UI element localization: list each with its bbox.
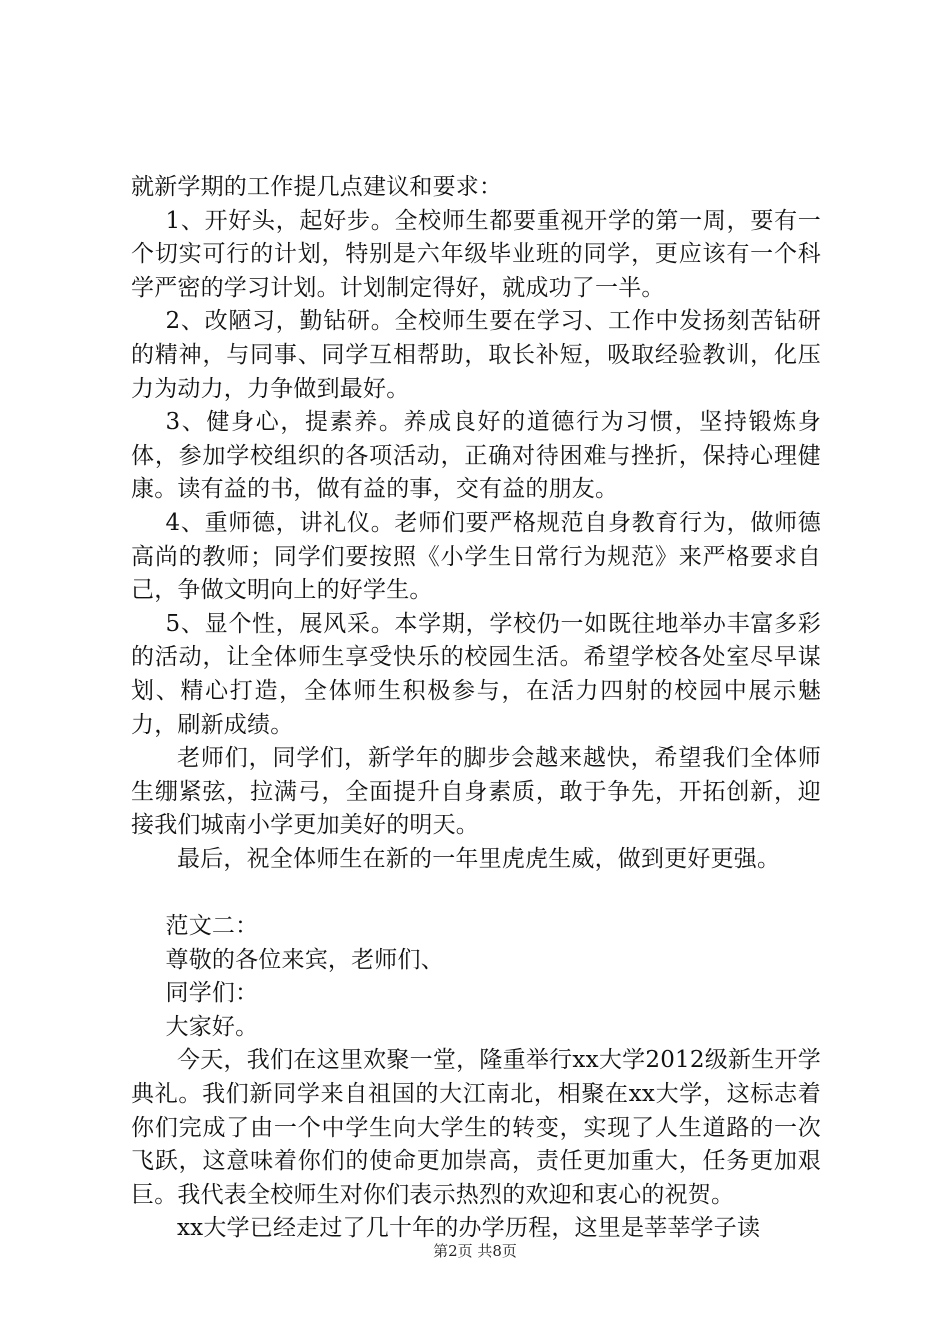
paragraph-gap — [131, 876, 821, 910]
paragraph-intro: 就新学期的工作提几点建议和要求： — [131, 174, 503, 200]
paragraph-point-1: 1、开好头，起好步。全校师生都要重视开学的第一周，要有一个切实可行的计划，特别是六年级毕业班的同学，更应该有一个科学严密的学习计划。计划制定得好，就成功了一半。 — [131, 207, 821, 301]
paragraph-point-4: 4、重师德，讲礼仪。老师们要严格规范自身教育行为，做师德高尚的教师；同学们要按照《小学生日常行为规范》来严格要求自己，争做文明向上的好学生。 — [131, 509, 821, 604]
greeting: 大家好。 — [165, 1013, 259, 1040]
salutation-guests: 尊敬的各位来宾，老师们、 — [165, 946, 444, 973]
page-number-footer: 第2页 共8页 — [433, 1242, 517, 1260]
paragraph-point-5: 5、显个性，展风采。本学期，学校仍一如既往地举办丰富多彩的活动，让全体师生享受快乐的校园生活。希望学校各处室尽早谋划、精心打造，全体师生积极参与，在活力四射的校园中展示魅力，刷新成绩。 — [131, 610, 821, 738]
paragraph-point-2: 2、改陋习，勤钻研。全校师生要在学习、工作中发扬刻苦钻研的精神，与同事、同学互相帮助，取长补短，吸取经验教训，化压力为动力，力争做到最好。 — [131, 308, 821, 402]
paragraph-university-history: xx大学已经走过了几十年的办学历程，这里是莘莘学子读 — [177, 1215, 761, 1242]
paragraph-point-3: 3、健身心，提素养。养成良好的道德行为习惯，坚持锻炼身体，参加学校组织的各项活动，正确对待困难与挫折，保持心理健康。读有益的书，做有益的事，交有益的朋友。 — [131, 409, 821, 503]
paragraph-ceremony: 今天，我们在这里欢聚一堂，隆重举行xx大学2012级新生开学典礼。我们新同学来自祖国的大江南北，相聚在xx大学，这标志着你们完成了由一个中学生向大学生的转变，实现了人生道路的一次飞跃，这意味着你们的使命更加崇高，责任更加重大，任务更加艰巨。我代表全校师生对你们表示热烈的欢迎和衷心的祝贺。 — [131, 1047, 821, 1208]
salutation-students: 同学们： — [165, 980, 259, 1007]
section-heading-sample-two: 范文二： — [165, 913, 259, 940]
paragraph-closing: 最后，祝全体师生在新的一年里虎虎生威，做到更好更强。 — [177, 845, 781, 872]
document-body — [131, 171, 821, 1246]
paragraph-appeal: 老师们，同学们，新学年的脚步会越来越快，希望我们全体师生绷紧弦，拉满弓，全面提升自身素质，敢于争先，开拓创新，迎接我们城南小学更加美好的明天。 — [131, 745, 821, 839]
